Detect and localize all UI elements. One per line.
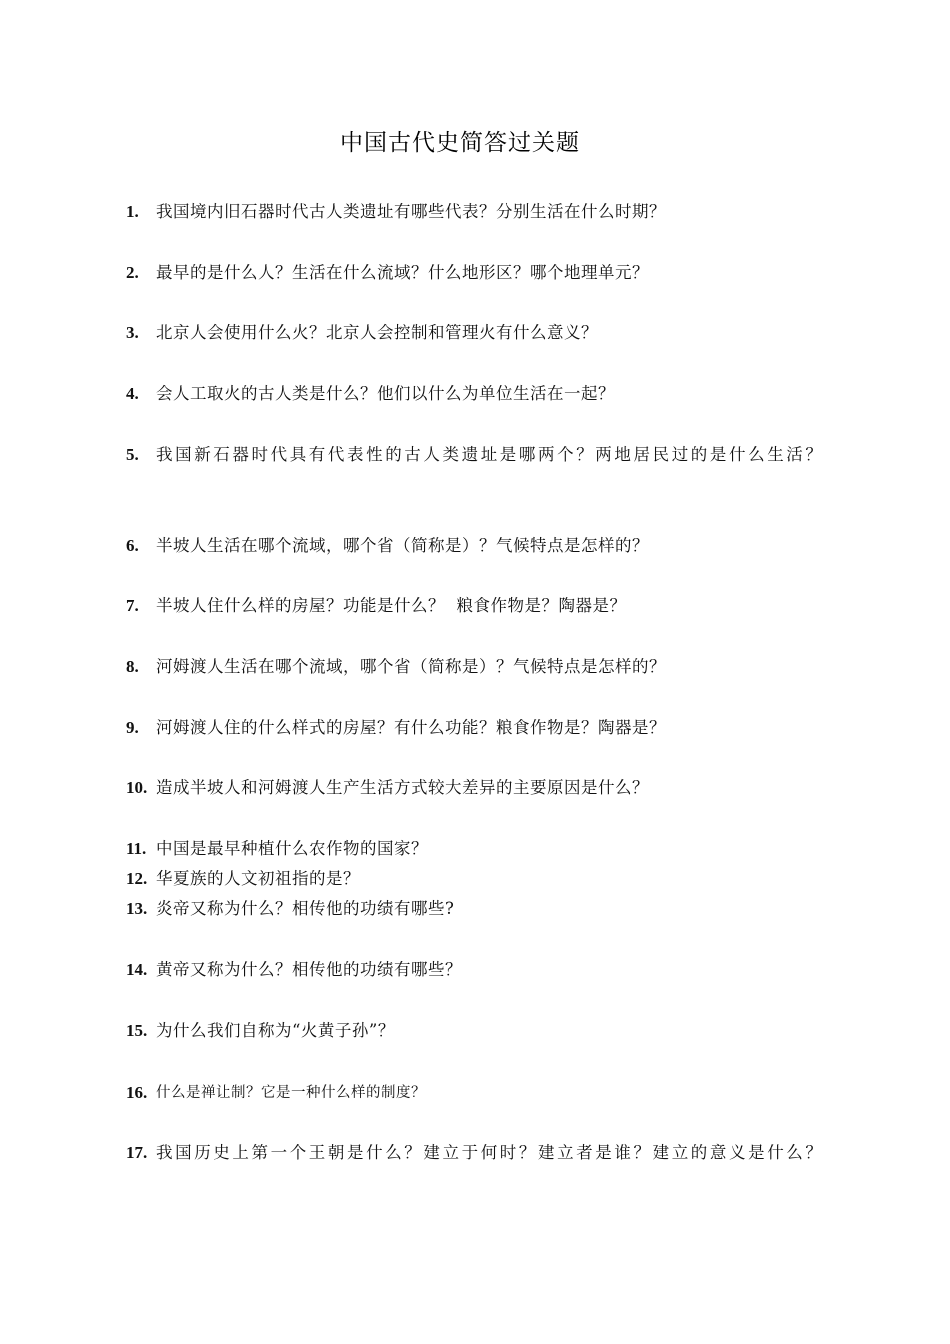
question-item (126, 1138, 836, 1168)
question-item (126, 197, 836, 227)
question-number: 3. (126, 323, 139, 342)
question-number: 12. (126, 869, 148, 888)
question-text: 中国是最早种植什么农作物的国家？ (156, 839, 428, 858)
question-text: 半坡人住什么样的房屋？功能是什么？ 粮食作物是？陶器是？ (156, 596, 627, 615)
question-number: 8. (126, 657, 139, 676)
question-item (126, 834, 836, 864)
question-text: 会人工取火的古人类是什么？他们以什么为单位生活在一起？ (156, 384, 615, 403)
question-item (126, 318, 836, 348)
question-text: 河姆渡人住的什么样式的房屋？有什么功能？粮食作物是？陶器是？ (156, 718, 666, 737)
question-text: 半坡人生活在哪个流域，哪个省（简称是）？气候特点是怎样的？ (156, 536, 649, 555)
question-number: 5. (126, 445, 139, 464)
question-text: 河姆渡人生活在哪个流域，哪个省（简称是）？气候特点是怎样的？ (156, 657, 666, 676)
page-title: 中国古代史简答过关题 (340, 130, 580, 156)
question-text: 华夏族的人文初祖指的是？ (156, 869, 360, 888)
question-item (126, 955, 836, 985)
question-text: 我国历史上第一个王朝是什么？建立于何时？建立者是谁？建立的意义是什么？ (156, 1143, 825, 1162)
question-text: 北京人会使用什么火？北京人会控制和管理火有什么意义？ (156, 323, 598, 342)
question-item (126, 652, 836, 682)
question-number: 4. (126, 384, 139, 403)
question-number: 14. (126, 960, 148, 979)
question-number: 17. (126, 1143, 148, 1162)
question-text: 最早的是什么人？生活在什么流域？什么地形区？哪个地理单元？ (156, 263, 649, 282)
question-text: 造成半坡人和河姆渡人生产生活方式较大差异的主要原因是什么？ (156, 778, 649, 797)
question-number: 10. (126, 778, 148, 797)
question-number: 1. (126, 202, 139, 221)
question-item (126, 258, 836, 288)
question-number: 16. (126, 1083, 148, 1102)
question-number: 9. (126, 718, 139, 737)
question-item (126, 531, 836, 561)
question-item (126, 1016, 836, 1046)
question-text: 我国新石器时代具有代表性的古人类遗址是哪两个？两地居民过的是什么生活？ (156, 445, 825, 464)
question-number: 2. (126, 263, 139, 282)
question-item (126, 864, 836, 894)
question-text: 我国境内旧石器时代古人类遗址有哪些代表？分别生活在什么时期？ (156, 202, 666, 221)
question-text: 为什么我们自称为“火黄子孙”？ (156, 1021, 395, 1040)
question-text: 什么是禅让制？它是一种什么样的制度？ (156, 1085, 426, 1101)
question-item (126, 591, 836, 621)
question-item (126, 440, 836, 470)
question-number: 7. (126, 596, 139, 615)
question-item (126, 1078, 836, 1108)
question-number: 15. (126, 1021, 148, 1040)
question-item (126, 713, 836, 743)
question-item (126, 773, 836, 803)
question-number: 6. (126, 536, 139, 555)
question-item (126, 379, 836, 409)
question-text: 黄帝又称为什么？相传他的功绩有哪些？ (156, 960, 462, 979)
question-text: 炎帝又称为什么？相传他的功绩有哪些? (156, 899, 455, 918)
question-item (126, 894, 836, 924)
question-number: 13. (126, 899, 148, 918)
question-number: 11. (126, 839, 147, 858)
